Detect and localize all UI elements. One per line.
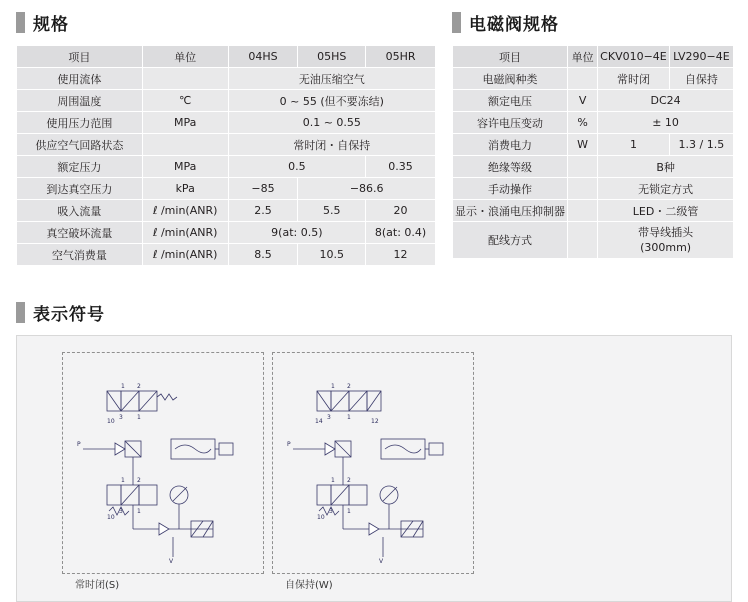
valve-spec-section	[452, 10, 734, 259]
row-label: 消费电力	[453, 134, 568, 156]
svg-text:10: 10	[317, 514, 325, 521]
column-header: 05HS	[298, 46, 366, 68]
table-row	[453, 134, 734, 156]
row-label: 电磁阀种类	[453, 68, 568, 90]
svg-text:V: V	[379, 558, 384, 565]
row-unit	[142, 68, 228, 90]
table-cell: 0.35	[366, 156, 436, 178]
table-cell: 10.5	[298, 244, 366, 266]
spec-table-wrap	[16, 45, 436, 266]
svg-text:3: 3	[329, 508, 333, 515]
row-unit	[568, 156, 598, 178]
column-header: 单位	[568, 46, 598, 68]
table-row	[17, 200, 436, 222]
row-unit	[568, 68, 598, 90]
table-row	[17, 90, 436, 112]
svg-text:12: 12	[371, 418, 379, 425]
title-bar-icon	[16, 302, 25, 323]
table-header-row	[17, 46, 436, 68]
row-label: 真空破坏流量	[17, 222, 143, 244]
symbol-section-title	[16, 300, 732, 325]
table-cell: 0.1 ~ 0.55	[228, 112, 435, 134]
table-cell: 0.5	[228, 156, 365, 178]
svg-text:1: 1	[331, 383, 335, 390]
svg-text:1: 1	[121, 383, 125, 390]
svg-text:2: 2	[137, 477, 141, 484]
valve-table	[452, 45, 734, 259]
circuit-diagram-right	[273, 353, 473, 573]
row-label: 供应空气回路状态	[17, 134, 143, 156]
table-cell: 5.5	[298, 200, 366, 222]
table-row	[17, 134, 436, 156]
table-cell: ± 10	[598, 112, 734, 134]
table-row	[453, 112, 734, 134]
caption-right: 自保持(W)	[285, 580, 333, 591]
svg-text:V: V	[169, 558, 174, 565]
table-row	[17, 156, 436, 178]
svg-text:3: 3	[119, 508, 123, 515]
row-label: 到达真空压力	[17, 178, 143, 200]
svg-text:P: P	[287, 441, 291, 448]
column-header: 项目	[17, 46, 143, 68]
spec-table	[16, 45, 436, 266]
row-unit	[142, 134, 228, 156]
table-row	[453, 200, 734, 222]
circuit-diagram-left	[63, 353, 263, 573]
row-unit: ℓ /min(ANR)	[142, 200, 228, 222]
table-cell: 1	[598, 134, 670, 156]
row-unit: W	[568, 134, 598, 156]
svg-text:2: 2	[137, 383, 141, 390]
valve-table-wrap	[452, 45, 734, 259]
row-unit: %	[568, 112, 598, 134]
row-unit: MPa	[142, 156, 228, 178]
table-cell: 2.5	[228, 200, 298, 222]
row-unit: ℓ /min(ANR)	[142, 244, 228, 266]
symbol-panel	[16, 335, 732, 602]
row-label: 手动操作	[453, 178, 568, 200]
row-label: 额定电压	[453, 90, 568, 112]
table-cell: 0 ~ 55 (但不要冻结)	[228, 90, 435, 112]
row-label: 吸入流量	[17, 200, 143, 222]
symbol-diagram-normally-closed	[62, 352, 264, 591]
row-unit: kPa	[142, 178, 228, 200]
column-header: 05HR	[366, 46, 436, 68]
table-cell: 12	[366, 244, 436, 266]
table-row	[453, 178, 734, 200]
title-bar-icon	[452, 12, 461, 33]
row-unit: MPa	[142, 112, 228, 134]
svg-text:P: P	[77, 441, 81, 448]
table-cell: 1.3 / 1.5	[669, 134, 733, 156]
svg-text:1: 1	[347, 508, 351, 515]
svg-text:2: 2	[347, 383, 351, 390]
table-row	[17, 112, 436, 134]
svg-text:1: 1	[347, 414, 351, 421]
row-unit: ℓ /min(ANR)	[142, 222, 228, 244]
symbol-title-text: 表示符号	[33, 305, 105, 325]
table-cell: 无油压缩空气	[228, 68, 435, 90]
table-row	[453, 156, 734, 178]
svg-text:10: 10	[107, 514, 115, 521]
table-cell: −86.6	[298, 178, 436, 200]
svg-text:1: 1	[121, 477, 125, 484]
table-cell: 8.5	[228, 244, 298, 266]
symbol-diagram-self-hold	[272, 352, 474, 591]
table-cell: 自保持	[669, 68, 733, 90]
row-unit	[568, 200, 598, 222]
table-row	[17, 222, 436, 244]
row-unit: ℃	[142, 90, 228, 112]
row-label: 容许电压变动	[453, 112, 568, 134]
table-cell: 常时闭	[598, 68, 670, 90]
svg-text:3: 3	[327, 414, 331, 421]
svg-text:14: 14	[315, 418, 323, 425]
spec-title-text: 规格	[33, 15, 69, 35]
table-row	[453, 90, 734, 112]
table-cell: LED・二级管	[598, 200, 734, 222]
table-cell: 8(at: 0.4)	[366, 222, 436, 244]
row-label: 配线方式	[453, 222, 568, 259]
valve-section-title	[452, 10, 734, 35]
table-cell: 带导线插头 (300mm)	[598, 222, 734, 259]
table-header-row	[453, 46, 734, 68]
svg-text:10: 10	[107, 418, 115, 425]
row-unit: V	[568, 90, 598, 112]
table-cell: 无锁定方式	[598, 178, 734, 200]
table-row	[17, 68, 436, 90]
column-header: CKV010−4E	[598, 46, 670, 68]
spec-section-title	[16, 10, 436, 35]
row-label: 周围温度	[17, 90, 143, 112]
row-label: 空气消费量	[17, 244, 143, 266]
column-header: 04HS	[228, 46, 298, 68]
valve-title-text: 电磁阀规格	[469, 15, 559, 35]
svg-text:1: 1	[331, 477, 335, 484]
row-label: 绝缘等级	[453, 156, 568, 178]
column-header: LV290−4E	[669, 46, 733, 68]
column-header: 项目	[453, 46, 568, 68]
table-cell: −85	[228, 178, 298, 200]
table-row	[17, 178, 436, 200]
spec-section	[16, 10, 436, 266]
row-label: 额定压力	[17, 156, 143, 178]
svg-text:1: 1	[137, 508, 141, 515]
table-row	[453, 68, 734, 90]
svg-text:2: 2	[347, 477, 351, 484]
row-unit	[568, 222, 598, 259]
table-row	[17, 244, 436, 266]
row-label: 使用流体	[17, 68, 143, 90]
table-row	[453, 222, 734, 259]
row-unit	[568, 178, 598, 200]
table-cell: DC24	[598, 90, 734, 112]
column-header: 单位	[142, 46, 228, 68]
caption-left: 常时闭(S)	[75, 580, 120, 591]
svg-text:3: 3	[119, 414, 123, 421]
row-label: 使用压力范围	[17, 112, 143, 134]
table-cell: 9(at: 0.5)	[228, 222, 365, 244]
table-cell: 20	[366, 200, 436, 222]
symbol-section	[16, 300, 732, 602]
row-label: 显示・浪涌电压抑制器	[453, 200, 568, 222]
table-cell: B种	[598, 156, 734, 178]
table-cell: 常时闭・自保持	[228, 134, 435, 156]
svg-text:1: 1	[137, 414, 141, 421]
title-bar-icon	[16, 12, 25, 33]
